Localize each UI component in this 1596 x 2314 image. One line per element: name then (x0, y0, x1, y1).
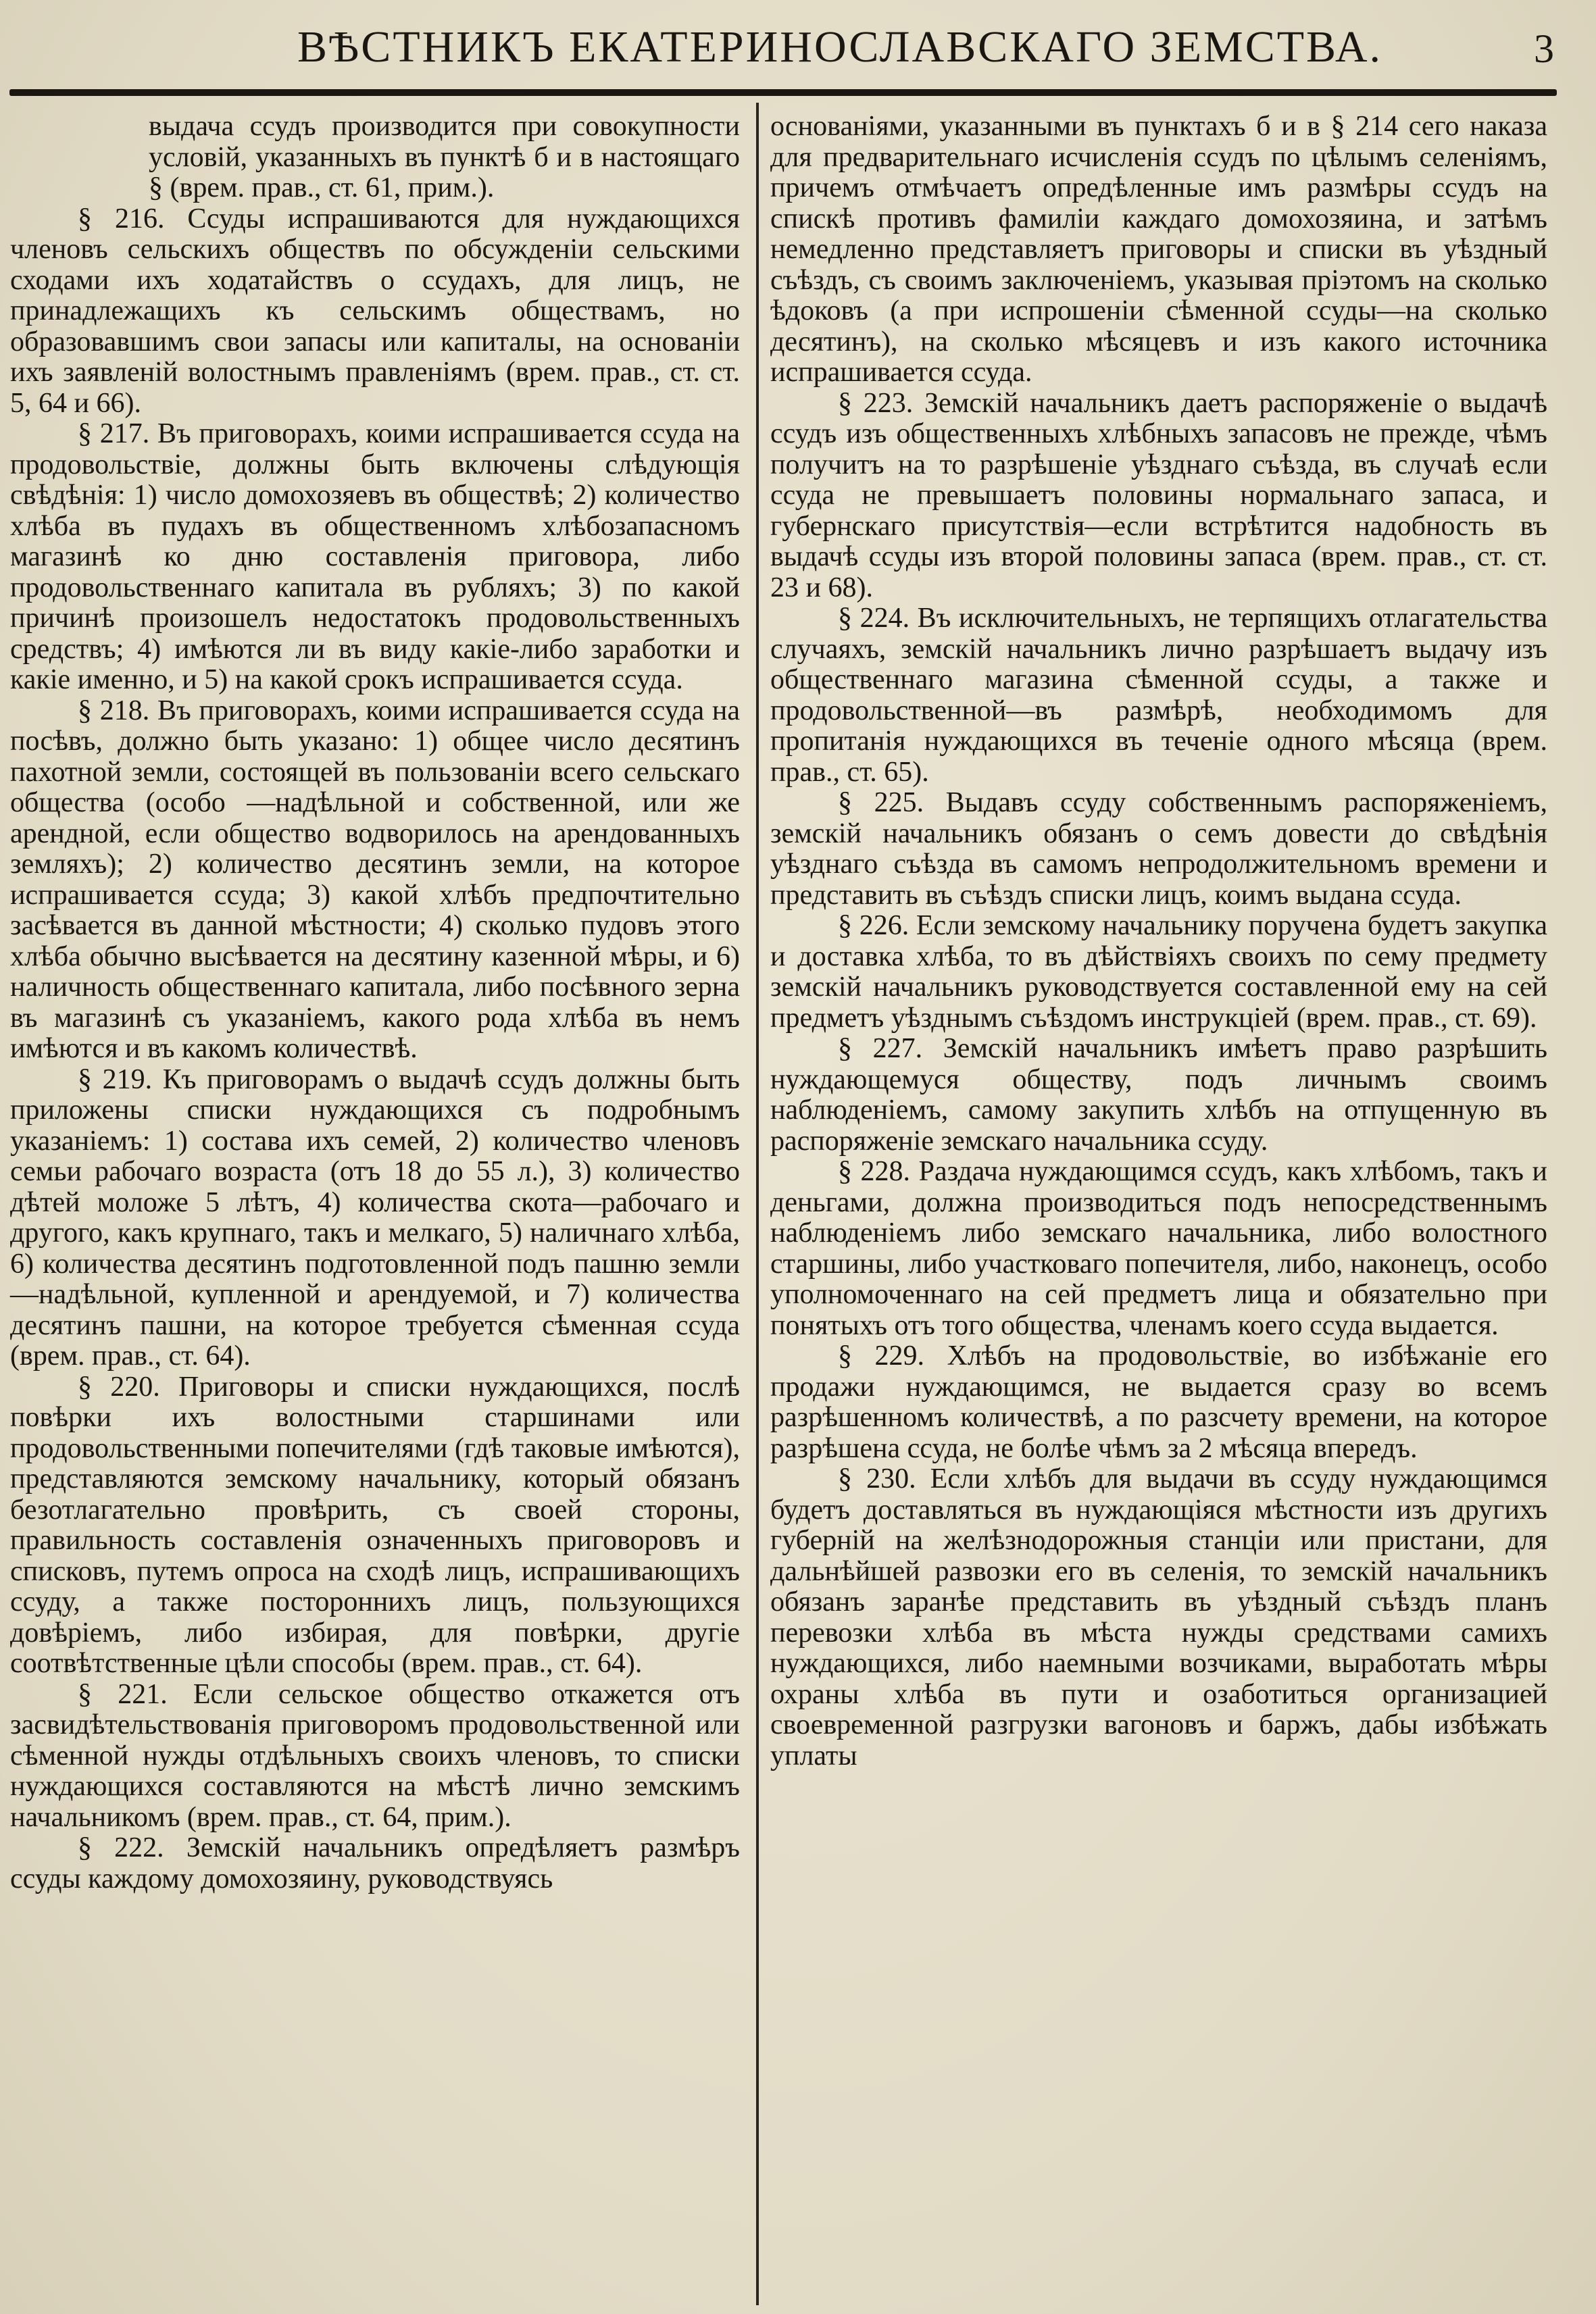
section-230: § 230. Если хлѣбъ для выдачи въ ссуду нуждающимся будетъ доставляться въ нуждающіяся мѣстности изъ другихъ губерній на желѣзнодорожныя станціи или пристани, для дальнѣйшей развозки его въ селенія, то земскій начальникъ обязанъ заранѣе представить въ уѣздный съѣздъ планъ перевозки хлѣба въ мѣста нужды средствами самихъ нуждающихся, либо наемными возчиками, выработать мѣры охраны хлѣба въ пути и озаботиться организацией своевременной разгрузки вагоновъ и баржъ, дабы избѣжать уплаты (770, 1463, 1547, 1771)
section-219: § 219. Къ приговорамъ о выдачѣ ссудъ должны быть приложены списки нуждающихся съ подробнымъ указаніемъ: 1) состава ихъ семей, 2) количество членовъ семьи рабочаго возраста (отъ 18 до 55 л.), 3) количество дѣтей моложе 5 лѣтъ, 4) количества скота—рабочаго и другого, какъ крупнаго, такъ и мелкаго, 5) наличнаго хлѣба, 6) количества десятинъ подготовленной подъ пашню земли—надѣльной, купленной и арендуемой, и 7) количества десятинъ пашни, на которое требуется сѣменная ссуда (врем. прав., ст. 64). (10, 1063, 740, 1372)
section-229: § 229. Хлѣбъ на продовольствіе, во избѣжаніе его продажи нуждающимся, не выдается сразу во всемъ разрѣшенномъ количествѣ, а по разсчету времени, на которое разрѣшена ссуда, не болѣе чѣмъ за 2 мѣсяца впередъ. (770, 1340, 1547, 1464)
section-217: § 217. Въ приговорахъ, коими испрашивается ссуда на продовольствіе, должны быть включены слѣдующія свѣдѣнія: 1) число домохозяевъ въ обществѣ; 2) количество хлѣба въ пудахъ въ общественномъ хлѣбозапасномъ магазинѣ ко дню составленія приговора, либо продовольственнаго капитала въ рубляхъ; 3) по какой причинѣ произошелъ недостатокъ продовольственныхъ средствъ; 4) имѣются ли въ виду какіе-либо заработки и какіе именно, и 5) на какой срокъ испрашивается ссуда. (10, 418, 740, 695)
section-222-continued: основаніями, указанными въ пунктахъ б и в § 214 сего наказа для предварительнаго исчисленія ссудъ по цѣлымъ селеніямъ, причемъ отмѣчаетъ опредѣленные имъ размѣры ссудъ на спискѣ противъ фамиліи каждаго домохозяина, и затѣмъ немедленно представляетъ приговоры и списки въ уѣздный съѣздъ, съ своимъ заключеніемъ, указывая пріэтомъ на сколько ѣдоковъ (а при испрошеніи сѣменной ссуды—на сколько десятинъ), на сколько мѣсяцевъ и изъ какого источника испрашивается ссуда. (770, 111, 1547, 388)
section-228: § 228. Раздача нуждающимся ссудъ, какъ хлѣбомъ, такъ и деньгами, должна производиться подъ непосредственнымъ наблюденіемъ либо земскаго начальника, либо волостного старшины, либо участковаго попечителя, либо, наконецъ, особо уполномоченнаго на сей предметъ лица и обязательно при понятыхъ отъ того общества, членамъ коего ссуда выдается. (770, 1156, 1547, 1341)
header-rule (9, 89, 1557, 96)
section-226: § 226. Если земскому начальнику поручена будетъ закупка и доставка хлѣба, то въ дѣйствіяхъ своихъ по сему предмету земскій начальникъ руководствуется составленной ему на сей предметъ уѣзднымъ съѣздомъ инструкціей (врем. прав., ст. 69). (770, 910, 1547, 1034)
section-220: § 220. Приговоры и списки нуждающихся, послѣ повѣрки ихъ волостными старшинами или продовольственными попечителями (гдѣ таковые имѣются), представляются земскому начальнику, который обязанъ безотлагательно провѣрить, съ своей стороны, правильность составленія означенныхъ приговоровъ и списковъ, путемъ опроса на сходѣ лицъ, испрашивающихъ ссуду, а также постороннихъ лицъ, пользующихся довѣріемъ, либо избирая, для повѣрки, другіе соотвѣтственные цѣли способы (врем. прав., ст. 64). (10, 1371, 740, 1679)
page-number: 3 (1534, 26, 1554, 71)
section-222: § 222. Земскій начальникъ опредѣляетъ размѣръ ссуды каждому домохозяину, руководствуясь (10, 1832, 740, 1894)
left-column (10, 111, 740, 1894)
section-227: § 227. Земскій начальникъ имѣетъ право разрѣшить нуждающемуся обществу, подъ личнымъ своимъ наблюденіемъ, самому закупить хлѣбъ на отпущенную въ распоряженіе земскаго начальника ссуду. (770, 1033, 1547, 1157)
journal-title: ВѢСТНИКЪ ЕКАТЕРИНОСЛАВСКАГО ЗЕМСТВА. (297, 22, 1383, 72)
section-216: § 216. Ссуды испрашиваются для нуждающихся членовъ сельскихъ обществъ по обсужденіи сельскими сходами ихъ ходатайствъ о ссудахъ, для лицъ, не принадлежащихъ къ сельскимъ обществамъ, но образовавшимъ свои запасы или капиталы, на основаніи ихъ заявленій волостнымъ правленіямъ (врем. прав., ст. ст. 5, 64 и 66). (10, 203, 740, 419)
paragraph-continuation: выдача ссудъ производится при совокупности условій, указанныхъ въ пунктѣ б и в настоящаго § (врем. прав., ст. 61, прим.). (149, 111, 740, 203)
section-225: § 225. Выдавъ ссуду собственнымъ распоряженіемъ, земскій начальникъ обязанъ о семъ довести до свѣдѣнія уѣзднаго съѣзда въ самомъ непродолжительномъ времени и представить въ съѣздъ списки лицъ, коимъ выдана ссуда. (770, 787, 1547, 911)
page-header (0, 14, 1596, 74)
section-221: § 221. Если сельское общество откажется отъ засвидѣтельствованія приговоромъ продовольственной или сѣменной нужды отдѣльныхъ своихъ членовъ, то списки нуждающихся составляются на мѣстѣ лично земскимъ начальникомъ (врем. прав., ст. 64, прим.). (10, 1678, 740, 1833)
column-divider (756, 103, 759, 2305)
section-218: § 218. Въ приговорахъ, коими испрашивается ссуда на посѣвъ, должно быть указано: 1) общее число десятинъ пахотной земли, состоящей въ пользованіи всего сельскаго общества (особо —надѣльной и собственной, или же арендной, если общество водворилось на арендованныхъ земляхъ); 2) количество десятинъ земли, на которое испрашивается ссуда; 3) какой хлѣбъ предпочтительно засѣвается въ данной мѣстности; 4) сколько пудовъ этого хлѣба обычно высѣвается на десятину казенной мѣры, и 6) наличность общественнаго капитала, либо посѣвного зерна въ магазинѣ съ указаніемъ, какого рода хлѣба въ немъ имѣются и въ какомъ количествѣ. (10, 695, 740, 1064)
section-224: § 224. Въ исключительныхъ, не терпящихъ отлагательства случаяхъ, земскій начальникъ лично разрѣшаетъ выдачу изъ общественнаго магазина сѣменной ссуды, а также и продовольственной—въ размѣрѣ, необходимомъ для пропитанія нуждающихся въ теченіе одного мѣсяца (врем. прав., ст. 65). (770, 603, 1547, 788)
section-223: § 223. Земскій начальникъ даетъ распоряженіе о выдачѣ ссудъ изъ общественныхъ хлѣбныхъ запасовъ не прежде, чѣмъ получитъ на то разрѣшеніе уѣзднаго съѣзда, въ случаѣ если ссуда не превышаетъ половины нормальнаго запаса, и губернскаго присутствія—если встрѣтится надобность въ выдачѣ ссуды изъ второй половины запаса (врем. прав., ст. ст. 23 и 68). (770, 387, 1547, 603)
right-column (770, 111, 1547, 1771)
